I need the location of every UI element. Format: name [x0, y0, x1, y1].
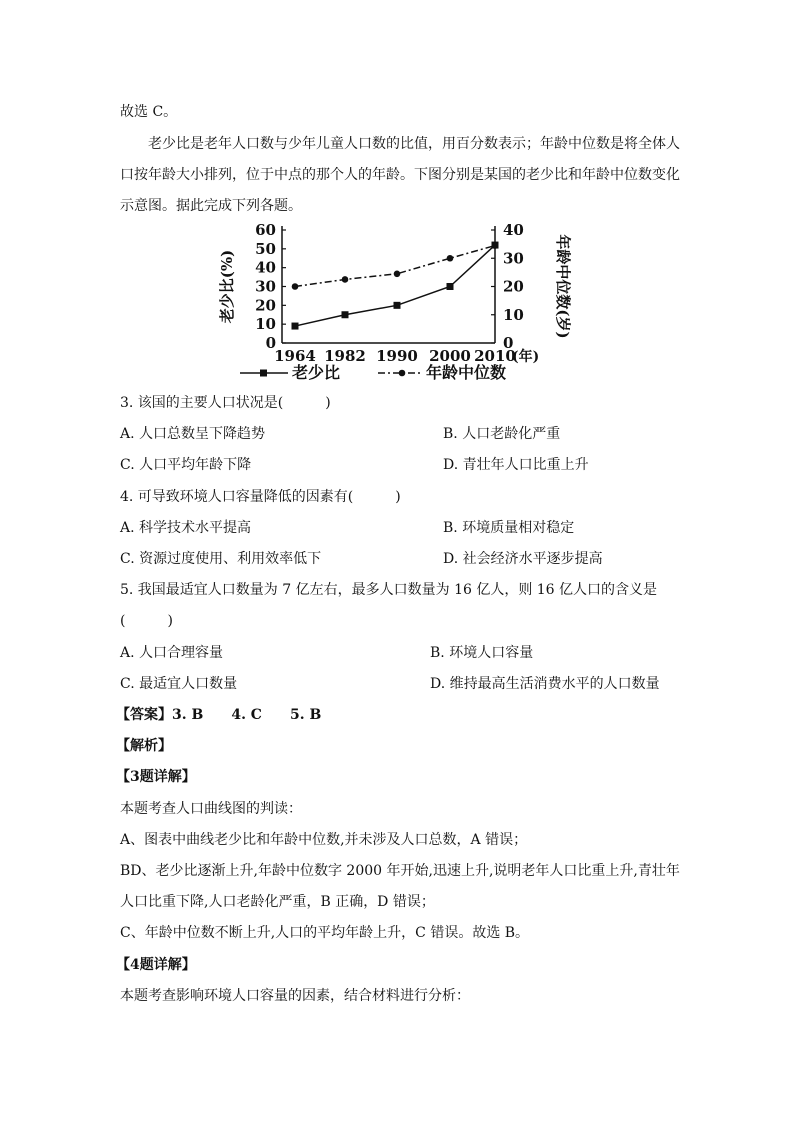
q5-option-b[interactable]: B. 环境人口容量 — [430, 645, 534, 661]
legend-label-1: 老少比 — [292, 363, 341, 382]
series-2-point — [492, 242, 499, 249]
analysis-title: 【解析】 — [116, 738, 172, 754]
detail-4-line-1: 本题考查影响环境人口容量的因素，结合材料进行分析： — [120, 988, 470, 1004]
detail-3-line-5: C、年龄中位数不断上升,人口的平均年龄上升，C 错误。故选 B。 — [120, 925, 530, 941]
right-tick-label: 10 — [503, 305, 524, 324]
series-1-point — [447, 283, 454, 290]
q5-stem: 5. 我国最适宜人口数量为 7 亿左右，最多人口数量为 16 亿人，则 16 亿人口的含义是 — [120, 582, 658, 598]
legend-marker-1 — [260, 370, 267, 377]
q4-option-a[interactable]: A. 科学技术水平提高 — [120, 520, 252, 536]
left-tick-label: 40 — [255, 258, 276, 277]
chart-axes — [218, 221, 572, 365]
q4-stem: 4. 可导致环境人口容量降低的因素有( ) — [120, 489, 401, 505]
q4-option-d[interactable]: D. 社会经济水平逐步提高 — [443, 551, 603, 567]
left-tick-label: 0 — [265, 334, 276, 352]
detail-3-line-1: 本题考查人口曲线图的判读： — [120, 801, 302, 817]
x-tick-label: 2010 — [474, 347, 516, 365]
series-2-point — [342, 276, 349, 283]
series-line-2 — [295, 246, 495, 287]
detail-3-title: 【3题详解】 — [116, 769, 196, 785]
detail-4-title: 【4题详解】 — [116, 957, 196, 973]
legend-label-2: 年龄中位数 — [426, 363, 507, 382]
x-tick-label: 2000 — [429, 347, 471, 365]
intro-line-2: 老少比是老年人口数与少年儿童人口数的比值，用百分数表示；年龄中位数是将全体人 — [148, 136, 680, 152]
q3-option-b[interactable]: B. 人口老龄化严重 — [443, 426, 561, 442]
right-tick-label: 20 — [503, 277, 524, 296]
chart-legend — [240, 363, 506, 382]
intro-line-3: 口按年龄大小排列，位于中点的那个人的年龄。下图分别是某国的老少比和年龄中位数变化 — [120, 167, 680, 183]
left-tick-label: 60 — [255, 221, 276, 239]
q5-option-d[interactable]: D. 维持最高生活消费水平的人口数量 — [430, 676, 660, 692]
series-2-point — [292, 283, 299, 290]
q5-option-a[interactable]: A. 人口合理容量 — [120, 645, 224, 661]
series-1-point — [394, 302, 401, 309]
right-axis-title: 年龄中位数(岁) — [554, 234, 572, 339]
q4-option-b[interactable]: B. 环境质量相对稳定 — [443, 520, 575, 536]
intro-line-1: 故选 C。 — [120, 104, 178, 120]
x-axis-unit: (年) — [512, 349, 540, 365]
series-2-point — [447, 255, 454, 262]
q5-option-c[interactable]: C. 最适宜人口数量 — [120, 676, 238, 692]
series-1-point — [292, 323, 299, 330]
q3-option-c[interactable]: C. 人口平均年龄下降 — [120, 457, 252, 473]
right-tick-label: 30 — [503, 249, 524, 268]
series-1-point — [342, 311, 349, 318]
series-line-1 — [295, 245, 495, 326]
x-tick-label: 1982 — [324, 347, 366, 365]
left-axis-title: 老少比(%) — [218, 249, 236, 324]
x-tick-label: 1964 — [274, 347, 316, 365]
detail-3-line-2: A、图表中曲线老少比和年龄中位数,并未涉及人口总数，A 错误； — [120, 832, 528, 848]
left-tick-label: 10 — [255, 315, 276, 334]
q3-option-a[interactable]: A. 人口总数呈下降趋势 — [120, 426, 266, 442]
series-2-point — [394, 270, 401, 277]
legend-marker-2 — [399, 370, 406, 377]
chart-marks — [292, 242, 499, 330]
left-tick-label: 20 — [255, 296, 276, 315]
q5-stem-bracket: ( ) — [120, 613, 173, 629]
left-tick-label: 50 — [255, 239, 276, 258]
left-tick-label: 30 — [255, 277, 276, 296]
q4-option-c[interactable]: C. 资源过度使用、利用效率低下 — [120, 551, 322, 567]
detail-3-line-4: 人口比重下降,人口老龄化严重，B 正确，D 错误； — [120, 894, 435, 910]
detail-3-line-3: BD、老少比逐渐上升,年龄中位数字 2000 年开始,迅速上升,说明老年人口比重上升,青壮年 — [120, 863, 680, 879]
q3-stem: 3. 该国的主要人口状况是( ) — [120, 395, 331, 411]
q3-option-d[interactable]: D. 青壮年人口比重上升 — [443, 457, 589, 473]
answer-line: 【答案】3. B 4. C 5. B — [116, 707, 322, 723]
intro-line-4: 示意图。据此完成下列各题。 — [120, 198, 302, 214]
right-tick-label: 0 — [503, 334, 514, 352]
x-tick-label: 1990 — [376, 347, 418, 365]
population-chart — [210, 218, 570, 393]
right-tick-label: 40 — [503, 221, 524, 239]
